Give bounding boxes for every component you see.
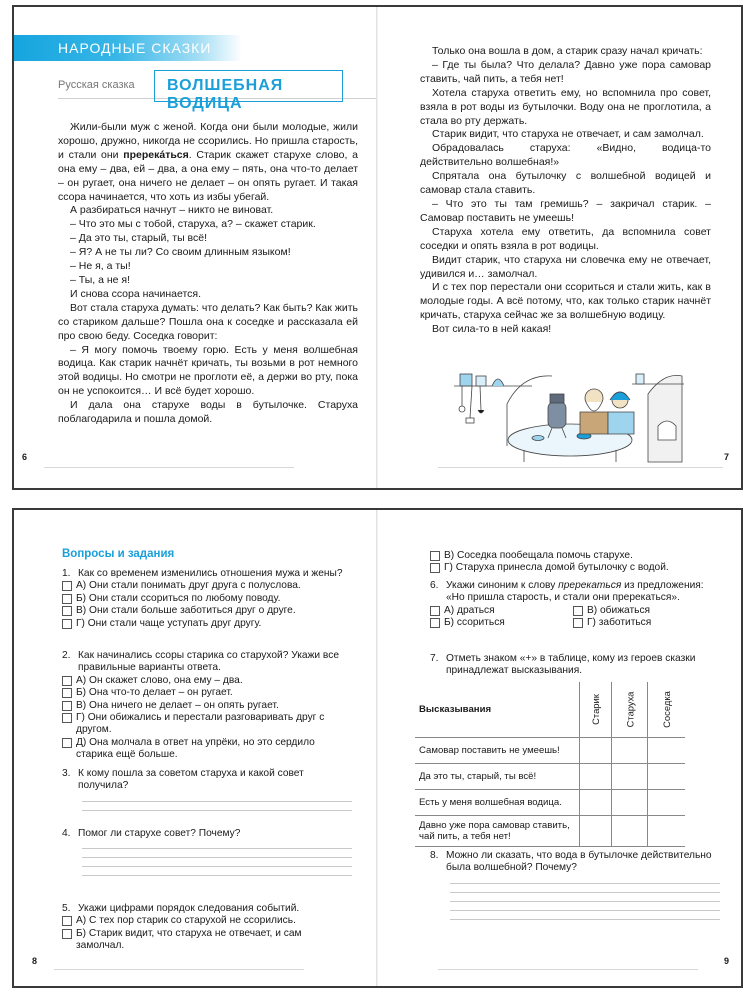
statement: Есть у меня волшебная водица. — [415, 790, 579, 816]
italic-word: пререкаться — [558, 580, 622, 591]
table-row — [415, 790, 685, 816]
answer-option[interactable]: Д) Она молчала в ответ на упрёки, но это сердило старика ещё больше. — [62, 737, 352, 762]
checkbox[interactable] — [573, 606, 583, 616]
paragraph: Обрадовалась старуха: «Видно, водица-то действительно волшебная!» — [420, 142, 711, 169]
column-header: Соседка — [648, 682, 685, 738]
statement: Да это ты, старый, ты всё! — [415, 764, 579, 790]
answer-cell[interactable] — [611, 764, 648, 790]
paragraph: – Не я, а ты! — [70, 260, 131, 273]
answer-option[interactable]: Г) Старуха принесла домой бутылочку с водой. — [430, 562, 720, 574]
question-3: 3. К кому пошла за советом старуха и какой совет получила? — [62, 768, 352, 811]
table-row — [415, 816, 685, 847]
paragraph: Вот сила-то в ней какая! — [432, 323, 552, 336]
page-6 — [14, 7, 377, 488]
paragraph: – Я могу помочь твоему горю. Есть у меня волшебная водица. Как старик начнёт кричать, ты возьми в рот немного этой водицы. Но смотри не проглоти её, а держи во рту, пока он не успокоится… И всё будет хорошо. — [58, 343, 358, 398]
answer-line[interactable] — [82, 810, 352, 811]
page-number: 6 — [22, 452, 28, 462]
answer-cell[interactable] — [579, 764, 611, 790]
checkbox[interactable] — [62, 701, 72, 711]
questions-heading: Вопросы и задания — [62, 548, 175, 560]
question-6: 6. Укажи синоним к слову пререкаться из предложения: «Но пришла старость, и стали они пререкаться». А) драться В) обижаться Б) ссориться Г) заботиться — [430, 580, 720, 630]
checkbox[interactable] — [62, 619, 72, 629]
answer-option[interactable]: В) Соседка пообещала помочь старухе. — [430, 550, 720, 562]
answer-cell[interactable] — [648, 764, 685, 790]
answer-line[interactable] — [450, 919, 720, 920]
answer-option[interactable]: В) Она ничего не делает – он опять ругает. — [62, 700, 352, 712]
highlighted-word: пререкáться — [123, 148, 189, 161]
answer-cell[interactable] — [648, 816, 685, 847]
paragraph: Хотела старуха ответить ему, но вспомнила про совет, взяла в рот воды из бутылочки. Воду она не проглотила, а стала во рту держать. — [420, 86, 711, 127]
paragraph: – Где ты была? Что делала? Давно уже пора самовар ставить, чай пить, а тебя нет! — [420, 58, 711, 85]
paragraph: И с тех пор перестали они ссориться и стали жить, как в молодые годы. А всё потому, что, как только старик начнёт кричать, старуха сейчас же за волшебную водицу. — [420, 281, 711, 322]
answer-option[interactable]: Г) Они стали чаще уступать друг другу. — [62, 618, 352, 630]
answer-line[interactable] — [450, 910, 720, 911]
table-row — [415, 764, 685, 790]
paragraph: Старуха хотела ему ответить, да вспомнила совет соседки и опять взяла в рот водицы. — [420, 225, 711, 252]
paragraph: – Я? А не ты ли? Со своим длинным языком! — [70, 246, 291, 259]
question-7: 7. Отметь знаком «+» в таблице, кому из героев сказки принадлежат высказывания. — [430, 653, 696, 677]
section-title: НАРОДНЫЕ СКАЗКИ — [58, 40, 212, 56]
answer-option[interactable]: В) Они стали больше заботиться друг о друге. — [62, 605, 352, 617]
page-7 — [378, 7, 741, 488]
paragraph: А разбираться начнут – никто не виноват. — [70, 204, 274, 217]
answer-option[interactable]: Г) Они обижались и перестали разговаривать друг с другом. — [62, 712, 352, 737]
answer-line[interactable] — [82, 857, 352, 858]
paragraph: – Да это ты, старый, ты всё! — [70, 232, 207, 245]
paragraph: Спрятала она бутылочку с волшебной водицей и самовар стала ставить. — [420, 170, 711, 197]
answer-option[interactable]: Б) Старик видит, что старуха не отвечает, и сам замолчал. — [62, 928, 352, 953]
answer-option[interactable]: Г) заботиться — [573, 617, 716, 629]
checkbox[interactable] — [573, 618, 583, 628]
answer-cell[interactable] — [611, 816, 648, 847]
story-title-box — [154, 70, 343, 112]
answer-line[interactable] — [82, 848, 352, 849]
order-box[interactable] — [430, 551, 440, 561]
paragraph: Только она вошла в дом, а старик сразу начал кричать: — [432, 45, 703, 57]
table-header-row — [415, 682, 685, 738]
statements-table — [415, 682, 685, 847]
column-header: Старик — [579, 682, 611, 738]
answer-option[interactable]: А) Он скажет слово, она ему – два. — [62, 675, 352, 687]
answer-option[interactable]: Б) Они стали ссориться по любому поводу. — [62, 593, 352, 605]
story-genre: Русская сказка — [58, 79, 135, 91]
order-box[interactable] — [62, 916, 72, 926]
paragraph: – Ты, а не я! — [70, 273, 131, 286]
answer-option[interactable]: А) С тех пор старик со старухой не ссорились. — [62, 915, 352, 927]
answer-option[interactable]: А) Они стали понимать друг друга с полуслова. — [62, 580, 352, 592]
order-box[interactable] — [430, 563, 440, 573]
checkbox[interactable] — [62, 606, 72, 616]
answer-line[interactable] — [82, 866, 352, 867]
footer-line — [44, 467, 294, 468]
checkbox[interactable] — [62, 581, 72, 591]
question-4: 4. Помог ли старухе совет? Почему? — [62, 828, 352, 876]
answer-cell[interactable] — [579, 790, 611, 816]
checkbox[interactable] — [62, 688, 72, 698]
checkbox[interactable] — [62, 713, 72, 723]
story-text-right — [420, 45, 711, 337]
answer-cell[interactable] — [611, 738, 648, 764]
answer-option[interactable]: Б) ссориться — [430, 617, 573, 629]
table-row — [415, 738, 685, 764]
column-header: Старуха — [611, 682, 648, 738]
answer-line[interactable] — [450, 892, 720, 893]
answer-cell[interactable] — [648, 790, 685, 816]
statement: Самовар поставить не умеешь! — [415, 738, 579, 764]
answer-cell[interactable] — [579, 816, 611, 847]
paragraph: – Что это мы с тобой, старуха, а? – скажет старик. — [70, 218, 316, 231]
checkbox[interactable] — [62, 738, 72, 748]
question-8: 8. Можно ли сказать, что вода в бутылочке действительно была волшебной? Почему? — [430, 850, 720, 920]
question-5: 5. Укажи цифрами порядок следования событий. А) С тех пор старик со старухой не ссорились. Б) Старик видит, что старуха не отвечает, и сам замолчал. — [62, 903, 352, 953]
page-number: 8 — [32, 956, 38, 966]
paragraph: И снова ссора начинается. — [70, 287, 202, 300]
question-2: 2. Как начинались ссоры старика со старухой? Укажи все правильные варианты ответа. А) Он скажет слово, она ему – два. Б) Она что-то делает – он ругает. В) Она ничего не делает – он опять ругает. Г) Они обижались и перестали разговаривать друг с другом. Д) Она молчала в ответ на упрёки, но это сердило старика ещё больше. — [62, 650, 352, 762]
story-title: ВОЛШЕБНАЯ ВОДИЦА — [167, 77, 284, 112]
paragraph: И дала она старухе воды в бутылочке. Старуха поблагодарила и пошла домой. — [58, 399, 358, 426]
answer-cell[interactable] — [648, 738, 685, 764]
answer-line[interactable] — [82, 801, 352, 802]
question-5-continued — [430, 550, 720, 575]
answer-line[interactable] — [82, 875, 352, 876]
paragraph: Видит старик, что старуха ни словечка ему не отвечает, удивился и… замолчал. — [420, 253, 711, 280]
answer-line[interactable] — [450, 901, 720, 902]
checkbox[interactable] — [62, 594, 72, 604]
statement: Давно уже пора самовар ставить, чай пить, а тебя нет! — [415, 816, 579, 847]
page-8 — [14, 510, 377, 986]
answer-option[interactable]: А) драться — [430, 605, 573, 617]
book-spread-story — [12, 5, 743, 490]
checkbox[interactable] — [430, 618, 440, 628]
question-1: 1. Как со временем изменились отношения мужа и жены? А) Они стали понимать друг друга с полуслова. Б) Они стали ссориться по любому поводу. В) Они стали больше заботиться друг о друге. Г) Они стали чаще уступать друг другу. — [62, 568, 352, 630]
paragraph: Старик видит, что старуха не отвечает, и сам замолчал. — [432, 128, 704, 141]
answer-cell[interactable] — [579, 738, 611, 764]
kitchen-illustration — [452, 366, 684, 464]
answer-option[interactable]: В) обижаться — [573, 605, 716, 617]
page-number: 7 — [723, 452, 729, 462]
page-number: 9 — [723, 956, 729, 966]
footer-line — [54, 969, 304, 970]
answer-cell[interactable] — [611, 790, 648, 816]
table-header: Высказывания — [415, 682, 579, 738]
order-box[interactable] — [62, 929, 72, 939]
story-text-left — [58, 121, 358, 427]
footer-line — [438, 467, 723, 468]
footer-line — [438, 969, 698, 970]
checkbox[interactable] — [430, 606, 440, 616]
section-banner — [14, 35, 242, 61]
paragraph: Жили-были муж с женой. Когда они были молодые, жили хорошо, дружно, никогда не ссорились. Но пришла старость, и стали они пререкáться. Старик скажет старухе слово, а она ему – два, ей – два, а она ему – пять, она что-то делает – он ругает, она ничего не делает – он опять ругает. И такая ссора начинается, что хоть из избы убегай. — [58, 121, 358, 203]
answer-line[interactable] — [450, 883, 720, 884]
paragraph: Вот стала старуха думать: что делать? Как быть? Как жить со стариком дальше? Пошла она к соседке и рассказала ей про свою беду. Соседка говорит: — [58, 301, 358, 342]
checkbox[interactable] — [62, 676, 72, 686]
answer-option[interactable]: Б) Она что-то делает – он ругает. — [62, 687, 352, 699]
paragraph: – Что это ты там гремишь? – закричал старик. – Самовар поставить не умеешь! — [420, 197, 711, 224]
